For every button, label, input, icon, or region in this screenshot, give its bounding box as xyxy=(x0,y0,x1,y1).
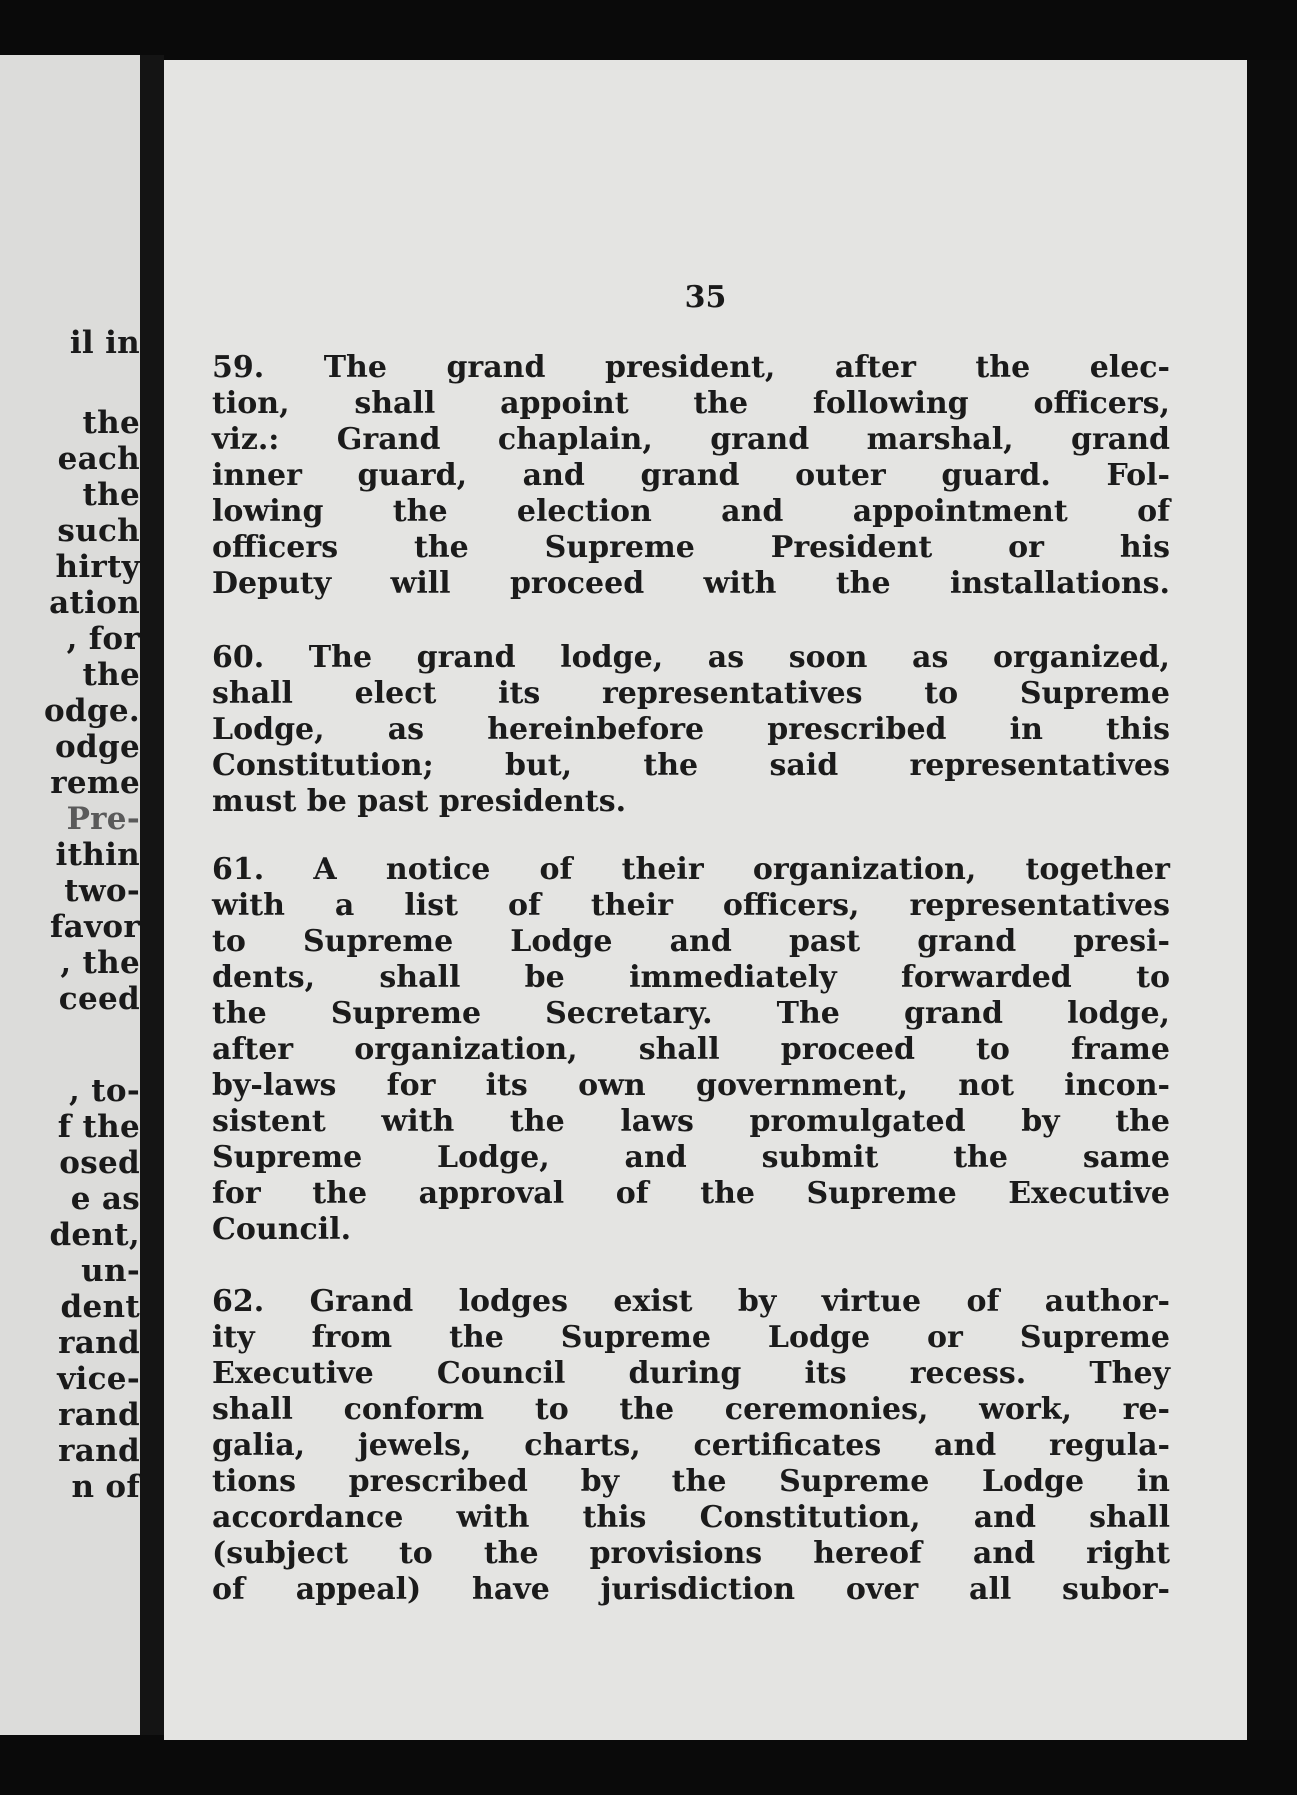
left-page-line: two- xyxy=(64,873,140,909)
text-line: ity from the Supreme Lodge or Supreme xyxy=(212,1320,1170,1355)
left-page-line: rand xyxy=(58,1325,140,1361)
left-page-line: un- xyxy=(81,1253,140,1289)
scan-border-right xyxy=(1247,60,1297,1740)
section-60 xyxy=(212,640,1170,820)
text-line: accordance with this Constitution, and shall xyxy=(212,1500,1170,1535)
left-page-line: dent xyxy=(60,1289,140,1325)
text-line: Supreme Lodge, and submit the same xyxy=(212,1140,1170,1175)
text-line: sistent with the laws promulgated by the xyxy=(212,1104,1170,1139)
text-line: 59. The grand president, after the elec- xyxy=(212,350,1170,385)
text-line: tions prescribed by the Supreme Lodge in xyxy=(212,1464,1170,1499)
left-page-line: n of xyxy=(71,1469,140,1505)
left-page-line: dent, xyxy=(49,1217,140,1253)
text-line: Constitution; but, the said representatives xyxy=(212,748,1170,783)
left-page-line: such xyxy=(57,513,140,549)
left-page-line: ceed xyxy=(58,981,140,1017)
book-gutter xyxy=(140,55,164,1735)
section-59 xyxy=(212,350,1170,602)
left-page-line: reme xyxy=(50,765,140,801)
text-line: shall conform to the ceremonies, work, re- xyxy=(212,1392,1170,1427)
text-line: with a list of their officers, representatives xyxy=(212,888,1170,923)
left-page-line: il in xyxy=(69,325,140,361)
left-page-line: odge xyxy=(55,729,140,765)
text-line: dents, shall be immediately forwarded to xyxy=(212,960,1170,995)
left-page-line: f the xyxy=(57,1109,140,1145)
left-page-line: favor xyxy=(50,909,140,945)
left-page-line: hirty xyxy=(55,549,140,585)
text-line: for the approval of the Supreme Executive xyxy=(212,1176,1170,1211)
section-61 xyxy=(212,852,1170,1248)
left-page-line: rand xyxy=(58,1397,140,1433)
text-line: 62. Grand lodges exist by virtue of author- xyxy=(212,1284,1170,1319)
text-line: 61. A notice of their organization, together xyxy=(212,852,1170,887)
left-page-line: the xyxy=(82,657,140,693)
left-page-line: , to- xyxy=(69,1073,140,1109)
text-line: Executive Council during its recess. They xyxy=(212,1356,1170,1391)
text-line: 60. The grand lodge, as soon as organized, xyxy=(212,640,1170,675)
page-number: 35 xyxy=(684,280,727,315)
left-page-line: ithin xyxy=(55,837,140,873)
text-line: by-laws for its own government, not incon- xyxy=(212,1068,1170,1103)
left-page-line: rand xyxy=(58,1433,140,1469)
text-line: shall elect its representatives to Supreme xyxy=(212,676,1170,711)
text-line: lowing the election and appointment of xyxy=(212,494,1170,529)
left-page-line: e as xyxy=(70,1181,140,1217)
text-line: officers the Supreme President or his xyxy=(212,530,1170,565)
left-page-line: osed xyxy=(59,1145,140,1181)
text-line: inner guard, and grand outer guard. Fol- xyxy=(212,458,1170,493)
text-line: the Supreme Secretary. The grand lodge, xyxy=(212,996,1170,1031)
left-page-fragment xyxy=(0,55,140,1735)
text-line: Council. xyxy=(212,1212,352,1247)
text-line: must be past presidents. xyxy=(212,784,627,819)
left-page-line: , the xyxy=(60,945,140,981)
left-page-line: vice- xyxy=(57,1361,140,1397)
text-line: tion, shall appoint the following officers, xyxy=(212,386,1170,421)
text-line: of appeal) have jurisdiction over all subor- xyxy=(212,1572,1170,1607)
left-page-line: each xyxy=(57,441,140,477)
left-page-line: odge. xyxy=(43,693,140,729)
text-line: Deputy will proceed with the installations. xyxy=(212,566,1170,601)
left-page-line: the xyxy=(82,477,140,513)
text-line: to Supreme Lodge and past grand presi- xyxy=(212,924,1170,959)
left-page-line: , for xyxy=(66,621,140,657)
main-page xyxy=(164,60,1247,1740)
text-line: after organization, shall proceed to frame xyxy=(212,1032,1170,1067)
left-page-line: Pre- xyxy=(66,801,140,837)
text-line: galia, jewels, charts, certificates and regula- xyxy=(212,1428,1170,1463)
text-line: (subject to the provisions hereof and right xyxy=(212,1536,1170,1571)
text-line: Lodge, as hereinbefore prescribed in this xyxy=(212,712,1170,747)
left-page-line: ation xyxy=(49,585,140,621)
text-line: viz.: Grand chaplain, grand marshal, grand xyxy=(212,422,1170,457)
section-62 xyxy=(212,1284,1170,1608)
left-page-line: the xyxy=(82,405,140,441)
